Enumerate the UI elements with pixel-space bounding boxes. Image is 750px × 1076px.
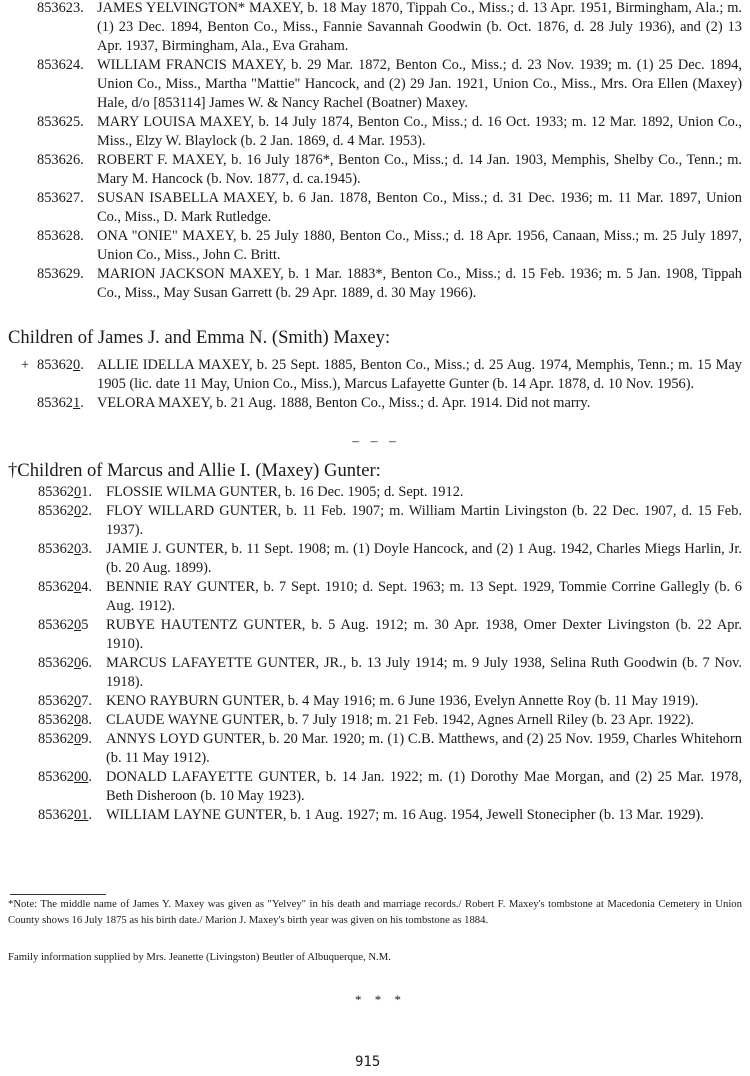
family-info-note: Family information supplied by Mrs. Jeanette (Livingston) Beutler of Albuquerque, N.M.: [8, 951, 391, 963]
entry-text: FLOY WILLARD GUNTER, b. 11 Feb. 1907; m. William Martin Livingston (b. 22 Dec. 1907, d. 15 Feb. 1937).: [106, 503, 742, 538]
number-suffix: 8.: [81, 712, 92, 728]
genealogy-entry: [37, 189, 750, 227]
number-underlined: 0: [73, 541, 82, 557]
genealogy-entry: [0, 730, 750, 768]
entry-number: [38, 540, 92, 559]
entry-number: 853623.: [37, 0, 84, 16]
maxey-children-section: [0, 356, 750, 413]
number-underlined: 0: [73, 693, 82, 709]
number-suffix: .: [80, 357, 84, 373]
number-prefix: 85362: [38, 655, 74, 671]
genealogy-entry: [0, 768, 750, 806]
entry-text: WILLIAM FRANCIS MAXEY, b. 29 Mar. 1872, Benton Co., Miss.; d. 23 Nov. 1939; m. (1) 25 Dec. 1894, Union Co., Miss., Martha "Mattie" Hancock, and (2) 29 Jan. 1921, Union Co., Miss., Mrs. Ora Ellen (Maxey) Hale, d/o [853114] James W. & Nancy Rachel (Boatner) Maxey.: [97, 57, 742, 111]
entry-number: [38, 730, 92, 749]
number-prefix: 85362: [38, 484, 74, 500]
number-suffix: 4.: [81, 579, 92, 595]
entry-text: JAMES YELVINGTON* MAXEY, b. 18 May 1870, Tippah Co., Miss.; d. 13 Apr. 1951, Birmingham, Ala.; m. (1) 23 Dec. 1894, Benton Co., Miss., Fannie Savannah Goodwin (b. Oct. 1876, d. 28 July 1936), and (2) 13 Apr. 1937, Birmingham, Ala., Eva Graham.: [97, 0, 742, 54]
genealogy-entry: [37, 0, 750, 56]
descendant-marker: +: [21, 357, 30, 373]
gunter-children-section: [0, 483, 750, 825]
number-underlined: 0: [73, 617, 82, 633]
number-underlined: 00: [73, 769, 89, 785]
entry-text: BENNIE RAY GUNTER, b. 7 Sept. 1910; d. Sept. 1963; m. 13 Sept. 1929, Tommie Corrine Gallegly (b. 6 Aug. 1912).: [106, 579, 742, 614]
number-underlined: 0: [73, 655, 82, 671]
entry-number: 853629.: [37, 266, 84, 282]
number-suffix: .: [88, 769, 92, 785]
section-heading-maxey-children: Children of James J. and Emma N. (Smith) Maxey:: [8, 327, 391, 348]
number-suffix: 3.: [81, 541, 92, 557]
entry-number: 853625.: [37, 114, 84, 130]
number-suffix: .: [88, 807, 92, 823]
entry-number: [37, 394, 84, 413]
entry-text: MARCUS LAFAYETTE GUNTER, JR., b. 13 July 1914; m. 9 July 1938, Selina Ruth Goodwin (b. 7 Nov. 1918).: [106, 655, 742, 690]
number-prefix: 85362: [38, 807, 74, 823]
entry-number: 853627.: [37, 190, 84, 206]
page-number: 915: [355, 1054, 381, 1070]
number-suffix: 9.: [81, 731, 92, 747]
entry-number: [38, 502, 92, 521]
genealogy-entry: [37, 227, 750, 265]
entry-number: 853624.: [37, 57, 84, 73]
entry-text: JAMIE J. GUNTER, b. 11 Sept. 1908; m. (1) Doyle Hancock, and (2) 1 Aug. 1942, Charles Miegs Harlin, Jr. (b. 20 Aug. 1899).: [106, 541, 742, 576]
number-prefix: 85362: [38, 617, 74, 633]
entry-number: 853626.: [37, 152, 84, 168]
number-underlined: 0: [72, 357, 81, 373]
number-underlined: 0: [73, 579, 82, 595]
entry-number: [38, 654, 92, 673]
entry-text: CLAUDE WAYNE GUNTER, b. 7 July 1918; m. 21 Feb. 1942, Agnes Arnell Riley (b. 23 Apr. 1922).: [106, 712, 695, 728]
genealogy-entry: [0, 502, 750, 540]
entry-text: MARION JACKSON MAXEY, b. 1 Mar. 1883*, Benton Co., Miss.; d. 15 Feb. 1936; m. 5 Jan. 1908, Tippah Co., Miss., May Susan Garrett (b. 29 Apr. 1889, d. 30 May 1966).: [97, 266, 742, 301]
genealogy-entry: [0, 692, 750, 711]
entry-text: VELORA MAXEY, b. 21 Aug. 1888, Benton Co., Miss.; d. Apr. 1914. Did not marry.: [97, 395, 591, 411]
entry-number: 853628.: [37, 228, 84, 244]
genealogy-entry: [37, 56, 750, 113]
genealogy-entry: [0, 394, 750, 413]
number-prefix: 85362: [38, 769, 74, 785]
entry-text: ROBERT F. MAXEY, b. 16 July 1876*, Benton Co., Miss.; d. 14 Jan. 1903, Memphis, Shelby Co., Tenn.; m. Mary M. Hancock (b. Nov. 1877, d. ca.1945).: [97, 152, 742, 187]
footnote-rule: [10, 894, 106, 895]
entry-number: [38, 711, 92, 730]
number-prefix: 85362: [38, 712, 74, 728]
number-suffix: 7.: [81, 693, 92, 709]
entry-text: WILLIAM LAYNE GUNTER, b. 1 Aug. 1927; m. 16 Aug. 1954, Jewell Stonecipher (b. 13 Mar. 1929).: [106, 807, 704, 823]
section-separator: – – –: [352, 434, 400, 449]
genealogy-entry: [0, 356, 750, 394]
entry-number: [38, 616, 88, 635]
number-suffix: 1.: [81, 484, 92, 500]
entry-number: [38, 692, 92, 711]
genealogy-entry: [37, 113, 750, 151]
number-suffix: .: [80, 395, 84, 411]
number-prefix: 85362: [38, 731, 74, 747]
genealogy-entry: [0, 806, 750, 825]
entry-number: [38, 768, 92, 787]
number-suffix: 6.: [81, 655, 92, 671]
entry-number: [38, 806, 92, 825]
genealogy-entry: [0, 654, 750, 692]
number-prefix: 85362: [38, 503, 74, 519]
entry-text: RUBYE HAUTENTZ GUNTER, b. 5 Aug. 1912; m. 30 Apr. 1938, Omer Dexter Livingston (b. 22 Apr. 1910).: [106, 617, 742, 652]
number-underlined: 0: [73, 503, 82, 519]
entry-text: DONALD LAFAYETTE GUNTER, b. 14 Jan. 1922; m. (1) Dorothy Mae Morgan, and (2) 25 Mar. 1978, Beth Disheroon (b. 10 May 1923).: [106, 769, 742, 804]
number-prefix: 85362: [38, 541, 74, 557]
entry-text: ONA "ONIE" MAXEY, b. 25 July 1880, Benton Co., Miss.; d. 18 Apr. 1956, Canaan, Miss.; m. 25 July 1897, Union Co., Miss., John C. Britt.: [97, 228, 742, 263]
number-suffix: 2.: [81, 503, 92, 519]
genealogy-entry: [37, 151, 750, 189]
number-underlined: 1: [72, 395, 81, 411]
footnote: *Note: The middle name of James Y. Maxey was given as "Yelvey" in his death and marriage records./ Robert F. Maxey's tombstone at Macedonia Cemetery in Union County shows 16 July 1875 as his birth date./ Marion J. Maxey's birth year was given on his tombstone as 1884.: [8, 898, 742, 926]
section-heading-gunter-children: †Children of Marcus and Allie I. (Maxey) Gunter:: [8, 460, 381, 481]
genealogy-entry: [0, 483, 750, 502]
genealogy-entry: [0, 540, 750, 578]
entry-text: MARY LOUISA MAXEY, b. 14 July 1874, Benton Co., Miss.; d. 16 Oct. 1933; m. 12 Mar. 1892, Union Co., Miss., Elzy W. Blaylock (b. 2 Jan. 1869, d. 4 Mar. 1953).: [97, 114, 742, 149]
number-prefix: 85362: [38, 579, 74, 595]
maxey-entries-section: [37, 0, 750, 303]
genealogy-entry: [0, 578, 750, 616]
section-end-stars: * * *: [355, 992, 406, 1007]
entry-number: [38, 483, 92, 502]
entry-text: ANNYS LOYD GUNTER, b. 20 Mar. 1920; m. (1) C.B. Matthews, and (2) 25 Nov. 1959, Charles Whitehorn (b. 11 May 1912).: [106, 731, 742, 766]
entry-text: FLOSSIE WILMA GUNTER, b. 16 Dec. 1905; d. Sept. 1912.: [106, 484, 464, 500]
number-prefix: 85362: [38, 693, 74, 709]
number-underlined: 0: [73, 484, 82, 500]
number-underlined: 0: [73, 712, 82, 728]
entry-text: KENO RAYBURN GUNTER, b. 4 May 1916; m. 6 June 1936, Evelyn Annette Roy (b. 11 May 1919).: [106, 693, 699, 709]
entry-number: [37, 356, 84, 375]
genealogy-entry: [0, 616, 750, 654]
entry-text: ALLIE IDELLA MAXEY, b. 25 Sept. 1885, Benton Co., Miss.; d. 25 Aug. 1974, Memphis, Tenn.; m. 15 May 1905 (lic. date 11 May, Union Co., Miss.), Marcus Lafayette Gunter (b. 14 Apr. 1878, d. 10 Nov. 1956).: [97, 357, 742, 392]
number-underlined: 0: [73, 731, 82, 747]
entry-number: [38, 578, 92, 597]
number-underlined: 01: [73, 807, 89, 823]
genealogy-entry: [0, 711, 750, 730]
number-prefix: 85362: [37, 357, 73, 373]
genealogy-entry: [37, 265, 750, 303]
entry-text: SUSAN ISABELLA MAXEY, b. 6 Jan. 1878, Benton Co., Miss.; d. 31 Dec. 1936; m. 11 Mar. 1897, Union Co., Miss., D. Mark Rutledge.: [97, 190, 742, 225]
number-suffix: 5: [81, 617, 89, 633]
number-prefix: 85362: [37, 395, 73, 411]
